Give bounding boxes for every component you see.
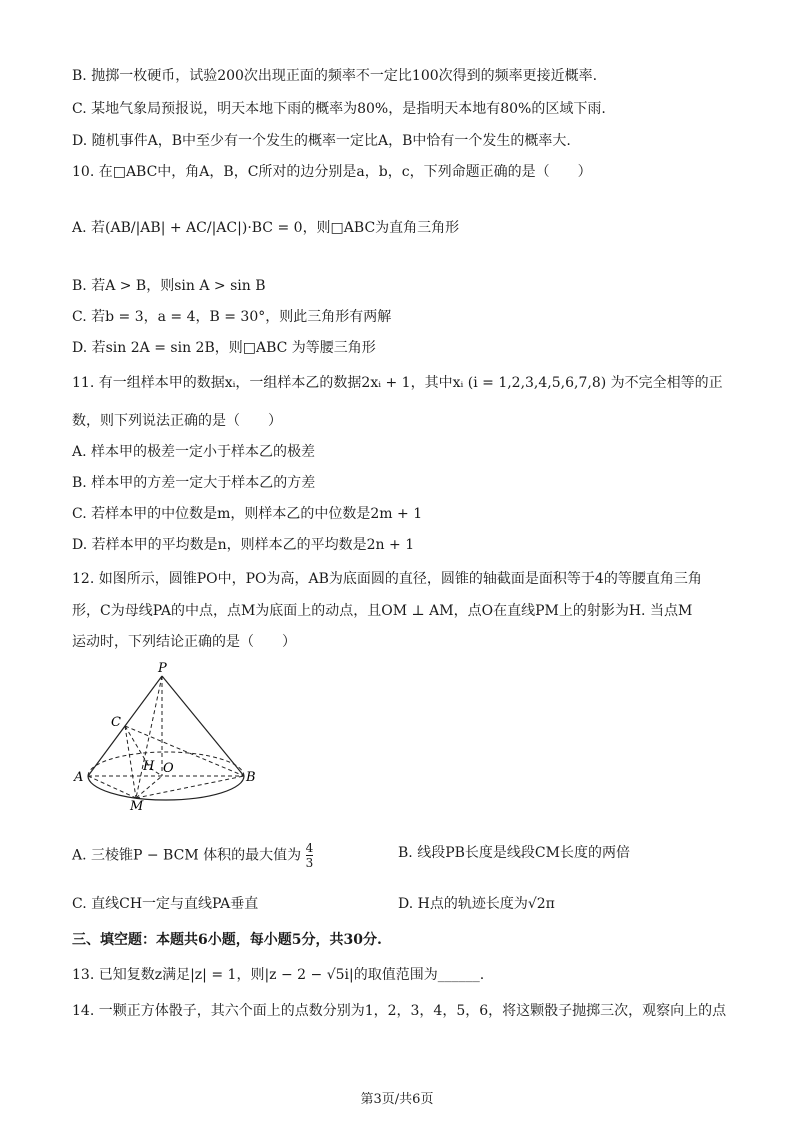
q12a-denominator: 3: [305, 856, 314, 870]
q13-stem: 13. 已知复数z满足|z| = 1，则|z − 2 − √5i|的取值范围为______.: [72, 967, 485, 983]
q12-option-a: [72, 841, 313, 870]
q10-option-a: [72, 218, 459, 238]
q10-stem: 10. 在□ABC中，角A，B，C所对的边分别是a，b，c，下列命题正确的是（ ）: [72, 164, 592, 180]
q10-option-c: C. 若b = 3，a = 4，B = 30°，则此三角形有两解: [72, 309, 392, 325]
q12a-text: A. 三棱锥P − BCM 体积的最大值为: [72, 847, 302, 864]
q12-stem-line3: 运动时，下列结论正确的是（ ）: [72, 634, 296, 650]
label-a: A: [74, 770, 84, 785]
q14-stem: 14. 一颗正方体骰子，其六个面上的点数分别为1，2，3，4，5，6，将这颗骰子抛掷三次，观察向上的点: [72, 1003, 727, 1019]
q9-option-b: B. 抛掷一枚硬币，试验200次出现正面的频率不一定比100次得到的频率更接近概率.: [72, 68, 598, 84]
q11-stem-line1: 11. 有一组样本甲的数据xᵢ，一组样本乙的数据2xᵢ + 1，其中xᵢ (i = 1,2,3,4,5,6,7,8) 为不完全相等的正: [72, 375, 723, 391]
q11-option-b: B. 样本甲的方差一定大于样本乙的方差: [72, 475, 316, 491]
label-h: H: [143, 759, 155, 774]
q12a-fraction: [306, 841, 314, 870]
q10a-formula: (AB/|AB| + AC/|AC|)·BC = 0: [105, 220, 303, 236]
q12-option-d: D. H点的轨迹长度为√2π: [398, 896, 555, 912]
cone-figure: [70, 660, 260, 810]
segment-mb: [136, 776, 244, 798]
q9-option-c: C. 某地气象局预报说，明天本地下雨的概率为80%，是指明天本地有80%的区域下雨.: [72, 101, 606, 117]
q9-option-d: D. 随机事件A，B中至少有一个发生的概率一定比A，B中恰有一个发生的概率大.: [72, 133, 571, 149]
label-o: O: [163, 761, 174, 776]
q10a-prefix: A. 若: [72, 220, 106, 236]
segment-cm: [125, 726, 136, 798]
q10-option-d: D. 若sin 2A = sin 2B，则□ABC 为等腰三角形: [72, 340, 376, 356]
label-p: P: [158, 661, 167, 676]
q10-option-b: B. 若A > B，则sin A > sin B: [72, 278, 266, 294]
label-m: M: [130, 799, 144, 810]
q11-option-a: A. 样本甲的极差一定小于样本乙的极差: [72, 444, 316, 460]
q10a-suffix: ，则□ABC为直角三角形: [302, 220, 460, 236]
q11-stem-line2: 数，则下列说法正确的是（ ）: [72, 413, 282, 429]
base-ellipse-front: [88, 776, 244, 800]
q12-option-c: C. 直线CH一定与直线PA垂直: [72, 896, 259, 912]
generator-pb: [162, 676, 244, 776]
cone-diagram: [70, 660, 260, 810]
label-c: C: [111, 715, 121, 730]
q12-stem-line2: 形，C为母线PA的中点，点M为底面上的动点，且OM ⊥ AM，点O在直线PM上的射影为H. 当点M: [72, 603, 693, 619]
section-3-title: 三、填空题：本题共6小题，每小题5分，共30分.: [72, 932, 382, 948]
label-b: B: [246, 770, 256, 785]
q12-stem-line1: 12. 如图所示，圆锥PO中，PO为高，AB为底面圆的直径，圆锥的轴截面是面积等于4的等腰直角三角: [72, 571, 702, 587]
q11-option-d: D. 若样本甲的平均数是n，则样本乙的平均数是2n + 1: [72, 537, 415, 553]
segment-am: [88, 776, 136, 798]
q12-option-b: B. 线段PB长度是线段CM长度的两倍: [398, 845, 630, 861]
q11-option-c: C. 若样本甲的中位数是m，则样本乙的中位数是2m + 1: [72, 506, 423, 522]
page-number: 第3页/共6页: [360, 1092, 434, 1107]
q12a-numerator: 4: [305, 841, 314, 855]
